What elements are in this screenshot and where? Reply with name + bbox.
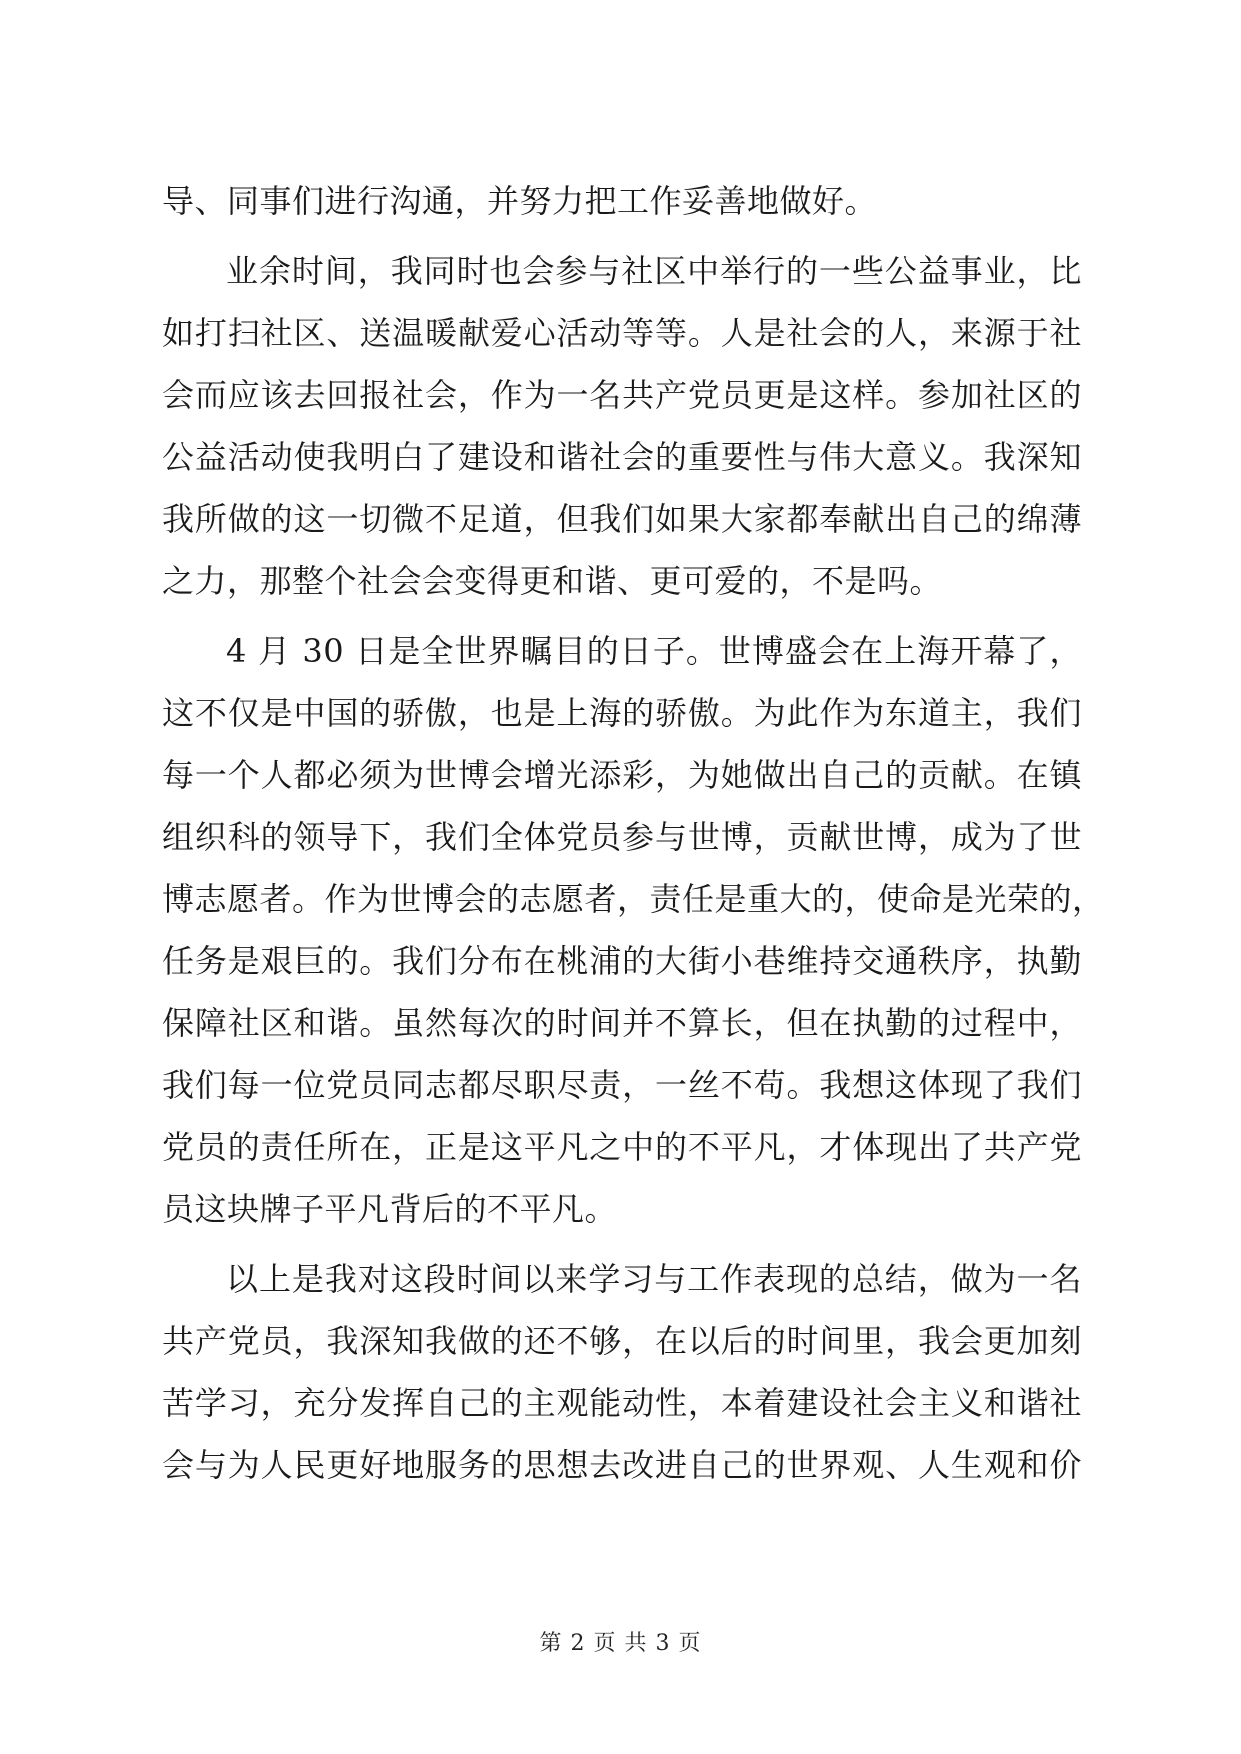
paragraph-continuation — [162, 170, 1082, 232]
text-line: 公益活动使我明白了建设和谐社会的重要性与伟大意义。我深知 — [162, 438, 1082, 476]
text-line: 以上是我对这段时间以来学习与工作表现的总结，做为一名 — [226, 1260, 1082, 1298]
text-line: 共产党员，我深知我做的还不够，在以后的时间里，我会更加刻 — [162, 1322, 1082, 1360]
text-line: 员这块牌子平凡背后的不平凡。 — [162, 1190, 618, 1228]
text-line: 党员的责任所在，正是这平凡之中的不平凡，才体现出了共产党 — [162, 1128, 1082, 1166]
paragraph-expo-volunteer — [162, 620, 1105, 1240]
text-line: 保障社区和谐。虽然每次的时间并不算长，但在执勤的过程中， — [162, 1004, 1082, 1042]
text-line: 任务是艰巨的。我们分布在桃浦的大街小巷维持交通秩序，执勤 — [162, 942, 1082, 980]
text-line: 博志愿者。作为世博会的志愿者，责任是重大的，使命是光荣的， — [162, 880, 1105, 918]
text-line: 每一个人都必须为世博会增光添彩，为她做出自己的贡献。在镇 — [162, 756, 1082, 794]
text-line: 我所做的这一切微不足道，但我们如果大家都奉献出自己的绵薄 — [162, 500, 1082, 538]
paragraph-community-service — [162, 240, 1082, 612]
text-line: 导、同事们进行沟通，并努力把工作妥善地做好。 — [162, 182, 878, 220]
text-line: 如打扫社区、送温暖献爱心活动等等。人是社会的人，来源于社 — [162, 314, 1082, 352]
text-line: 之力，那整个社会会变得更和谐、更可爱的，不是吗。 — [162, 562, 943, 600]
text-line: 这不仅是中国的骄傲，也是上海的骄傲。为此作为东道主，我们 — [162, 694, 1082, 732]
text-line: 我们每一位党员同志都尽职尽责，一丝不苟。我想这体现了我们 — [162, 1066, 1082, 1104]
text-line: 苦学习，充分发挥自己的主观能动性，本着建设社会主义和谐社 — [162, 1384, 1082, 1422]
text-line: 会与为人民更好地服务的思想去改进自己的世界观、人生观和价 — [162, 1446, 1082, 1484]
document-body — [162, 170, 1105, 1504]
paragraph-summary — [162, 1248, 1082, 1496]
text-line: 4 月 30 日是全世界瞩目的日子。世博盛会在上海开幕了， — [226, 632, 1082, 670]
text-line: 业余时间，我同时也会参与社区中举行的一些公益事业，比 — [226, 252, 1082, 290]
page-number-footer: 第 2 页 共 3 页 — [539, 1631, 702, 1656]
text-line: 会而应该去回报社会，作为一名共产党员更是这样。参加社区的 — [162, 376, 1082, 414]
text-line: 组织科的领导下，我们全体党员参与世博，贡献世博，成为了世 — [162, 818, 1082, 856]
